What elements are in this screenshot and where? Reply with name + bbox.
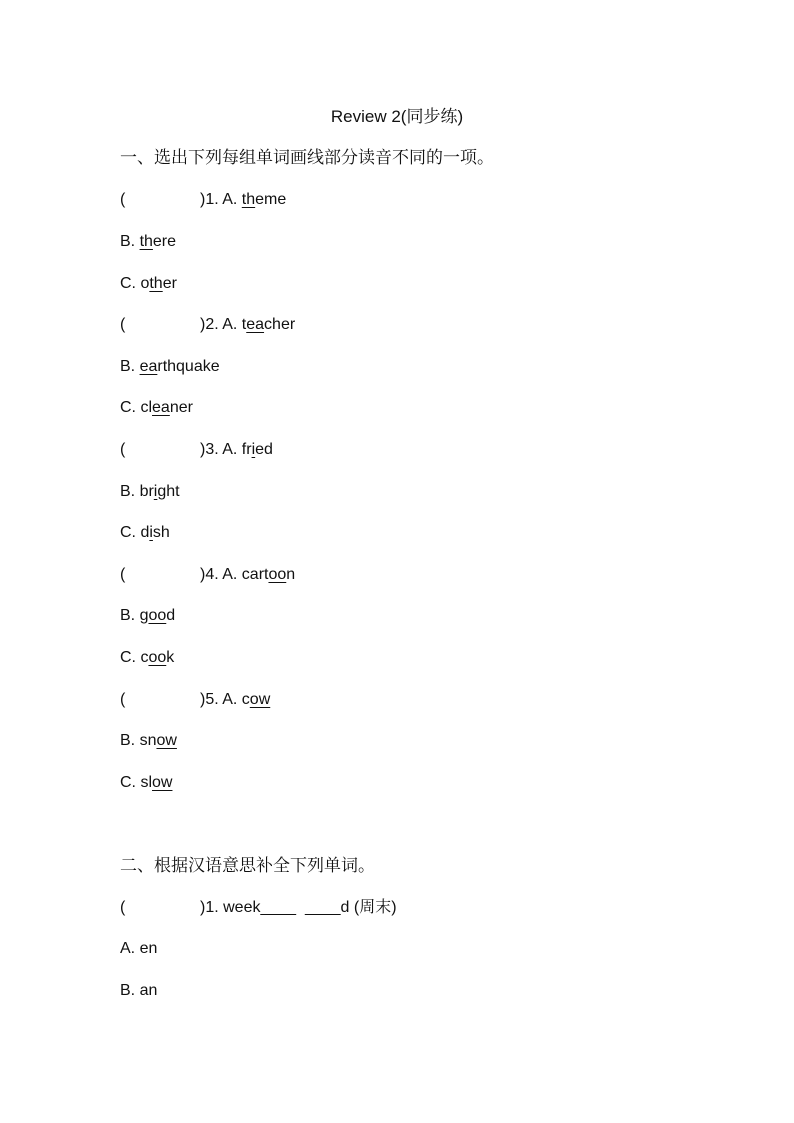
underlined-part: oo: [268, 566, 287, 583]
word-part: o: [140, 275, 150, 292]
underlined-part: th: [139, 233, 153, 250]
question-number: )1. A.: [200, 191, 242, 208]
question-number: )3. A.: [200, 441, 242, 458]
underlined-part: ea: [139, 358, 158, 375]
word-part: sl: [140, 774, 153, 791]
word-part: cher: [264, 316, 296, 333]
word-part: c: [140, 649, 149, 666]
question-text: )1. week____ ____d (周末): [200, 899, 397, 916]
section2-option-b: B. an: [120, 982, 158, 999]
word-part: fr: [241, 441, 252, 458]
word-part: g: [139, 607, 149, 624]
option-label: B.: [120, 483, 140, 500]
option-b: [120, 731, 177, 751]
underlined-part: oo: [148, 649, 167, 666]
underlined-part: i: [251, 441, 256, 458]
option-c: [120, 398, 193, 418]
option-label: B.: [120, 607, 140, 624]
word-part: eme: [255, 191, 287, 208]
underlined-part: i: [153, 483, 158, 500]
word-part: ed: [255, 441, 273, 458]
option-c: [120, 523, 170, 543]
underlined-part: ea: [152, 399, 170, 416]
word-part: rthquake: [157, 358, 220, 375]
word-part: cl: [140, 399, 153, 416]
answer-paren: (: [120, 191, 126, 208]
word-part: k: [166, 649, 175, 666]
question-number: )5. A.: [200, 691, 242, 708]
option-label: B.: [120, 358, 140, 375]
option-label: C.: [120, 275, 141, 292]
underlined-part: ow: [249, 691, 271, 708]
word-part: br: [139, 483, 154, 500]
word-part: n: [286, 566, 296, 583]
underlined-part: th: [241, 191, 256, 208]
option-label: C.: [120, 649, 141, 666]
answer-paren: (: [120, 899, 126, 916]
option-label: C.: [120, 774, 141, 791]
option-b: [120, 482, 180, 502]
word-part: ght: [157, 483, 180, 500]
question-5: [120, 690, 270, 710]
word-part: sn: [139, 732, 157, 749]
underlined-part: th: [149, 275, 163, 292]
question-2: [120, 315, 295, 335]
underlined-part: i: [149, 524, 153, 541]
word-part: d: [166, 607, 176, 624]
section2-option-a: A. en: [120, 940, 158, 957]
answer-paren: (: [120, 566, 126, 583]
word-part: t: [241, 316, 247, 333]
option-label: C.: [120, 524, 141, 541]
option-b: [120, 357, 220, 377]
underlined-part: ea: [246, 316, 265, 333]
question-number: )4. A.: [200, 566, 242, 583]
word-part: sh: [152, 524, 170, 541]
underlined-part: ow: [152, 774, 173, 791]
answer-paren: (: [120, 316, 126, 333]
word-part: er: [162, 275, 177, 292]
option-b: [120, 232, 176, 252]
option-b: [120, 606, 175, 626]
option-label: B.: [120, 233, 140, 250]
answer-paren: (: [120, 691, 126, 708]
question-number: )2. A.: [200, 316, 242, 333]
section1-heading: 一、选出下列每组单词画线部分读音不同的一项。: [120, 148, 494, 167]
question-1: [120, 190, 286, 210]
option-c: [120, 274, 177, 294]
question-4: [120, 565, 295, 585]
page-title: Review 2(同步练): [330, 107, 464, 126]
section2-heading: 二、根据汉语意思补全下列单词。: [120, 856, 375, 875]
word-part: cart: [241, 566, 269, 583]
question-3: [120, 440, 273, 460]
option-label: C.: [120, 399, 141, 416]
word-part: c: [241, 691, 250, 708]
word-part: ner: [169, 399, 193, 416]
section2-question-1: [120, 898, 397, 918]
option-c: [120, 648, 174, 668]
option-label: B.: [120, 732, 140, 749]
answer-paren: (: [120, 441, 126, 458]
underlined-part: oo: [148, 607, 167, 624]
word-part: d: [140, 524, 150, 541]
option-c: [120, 773, 172, 793]
underlined-part: ow: [156, 732, 177, 749]
word-part: ere: [152, 233, 177, 250]
